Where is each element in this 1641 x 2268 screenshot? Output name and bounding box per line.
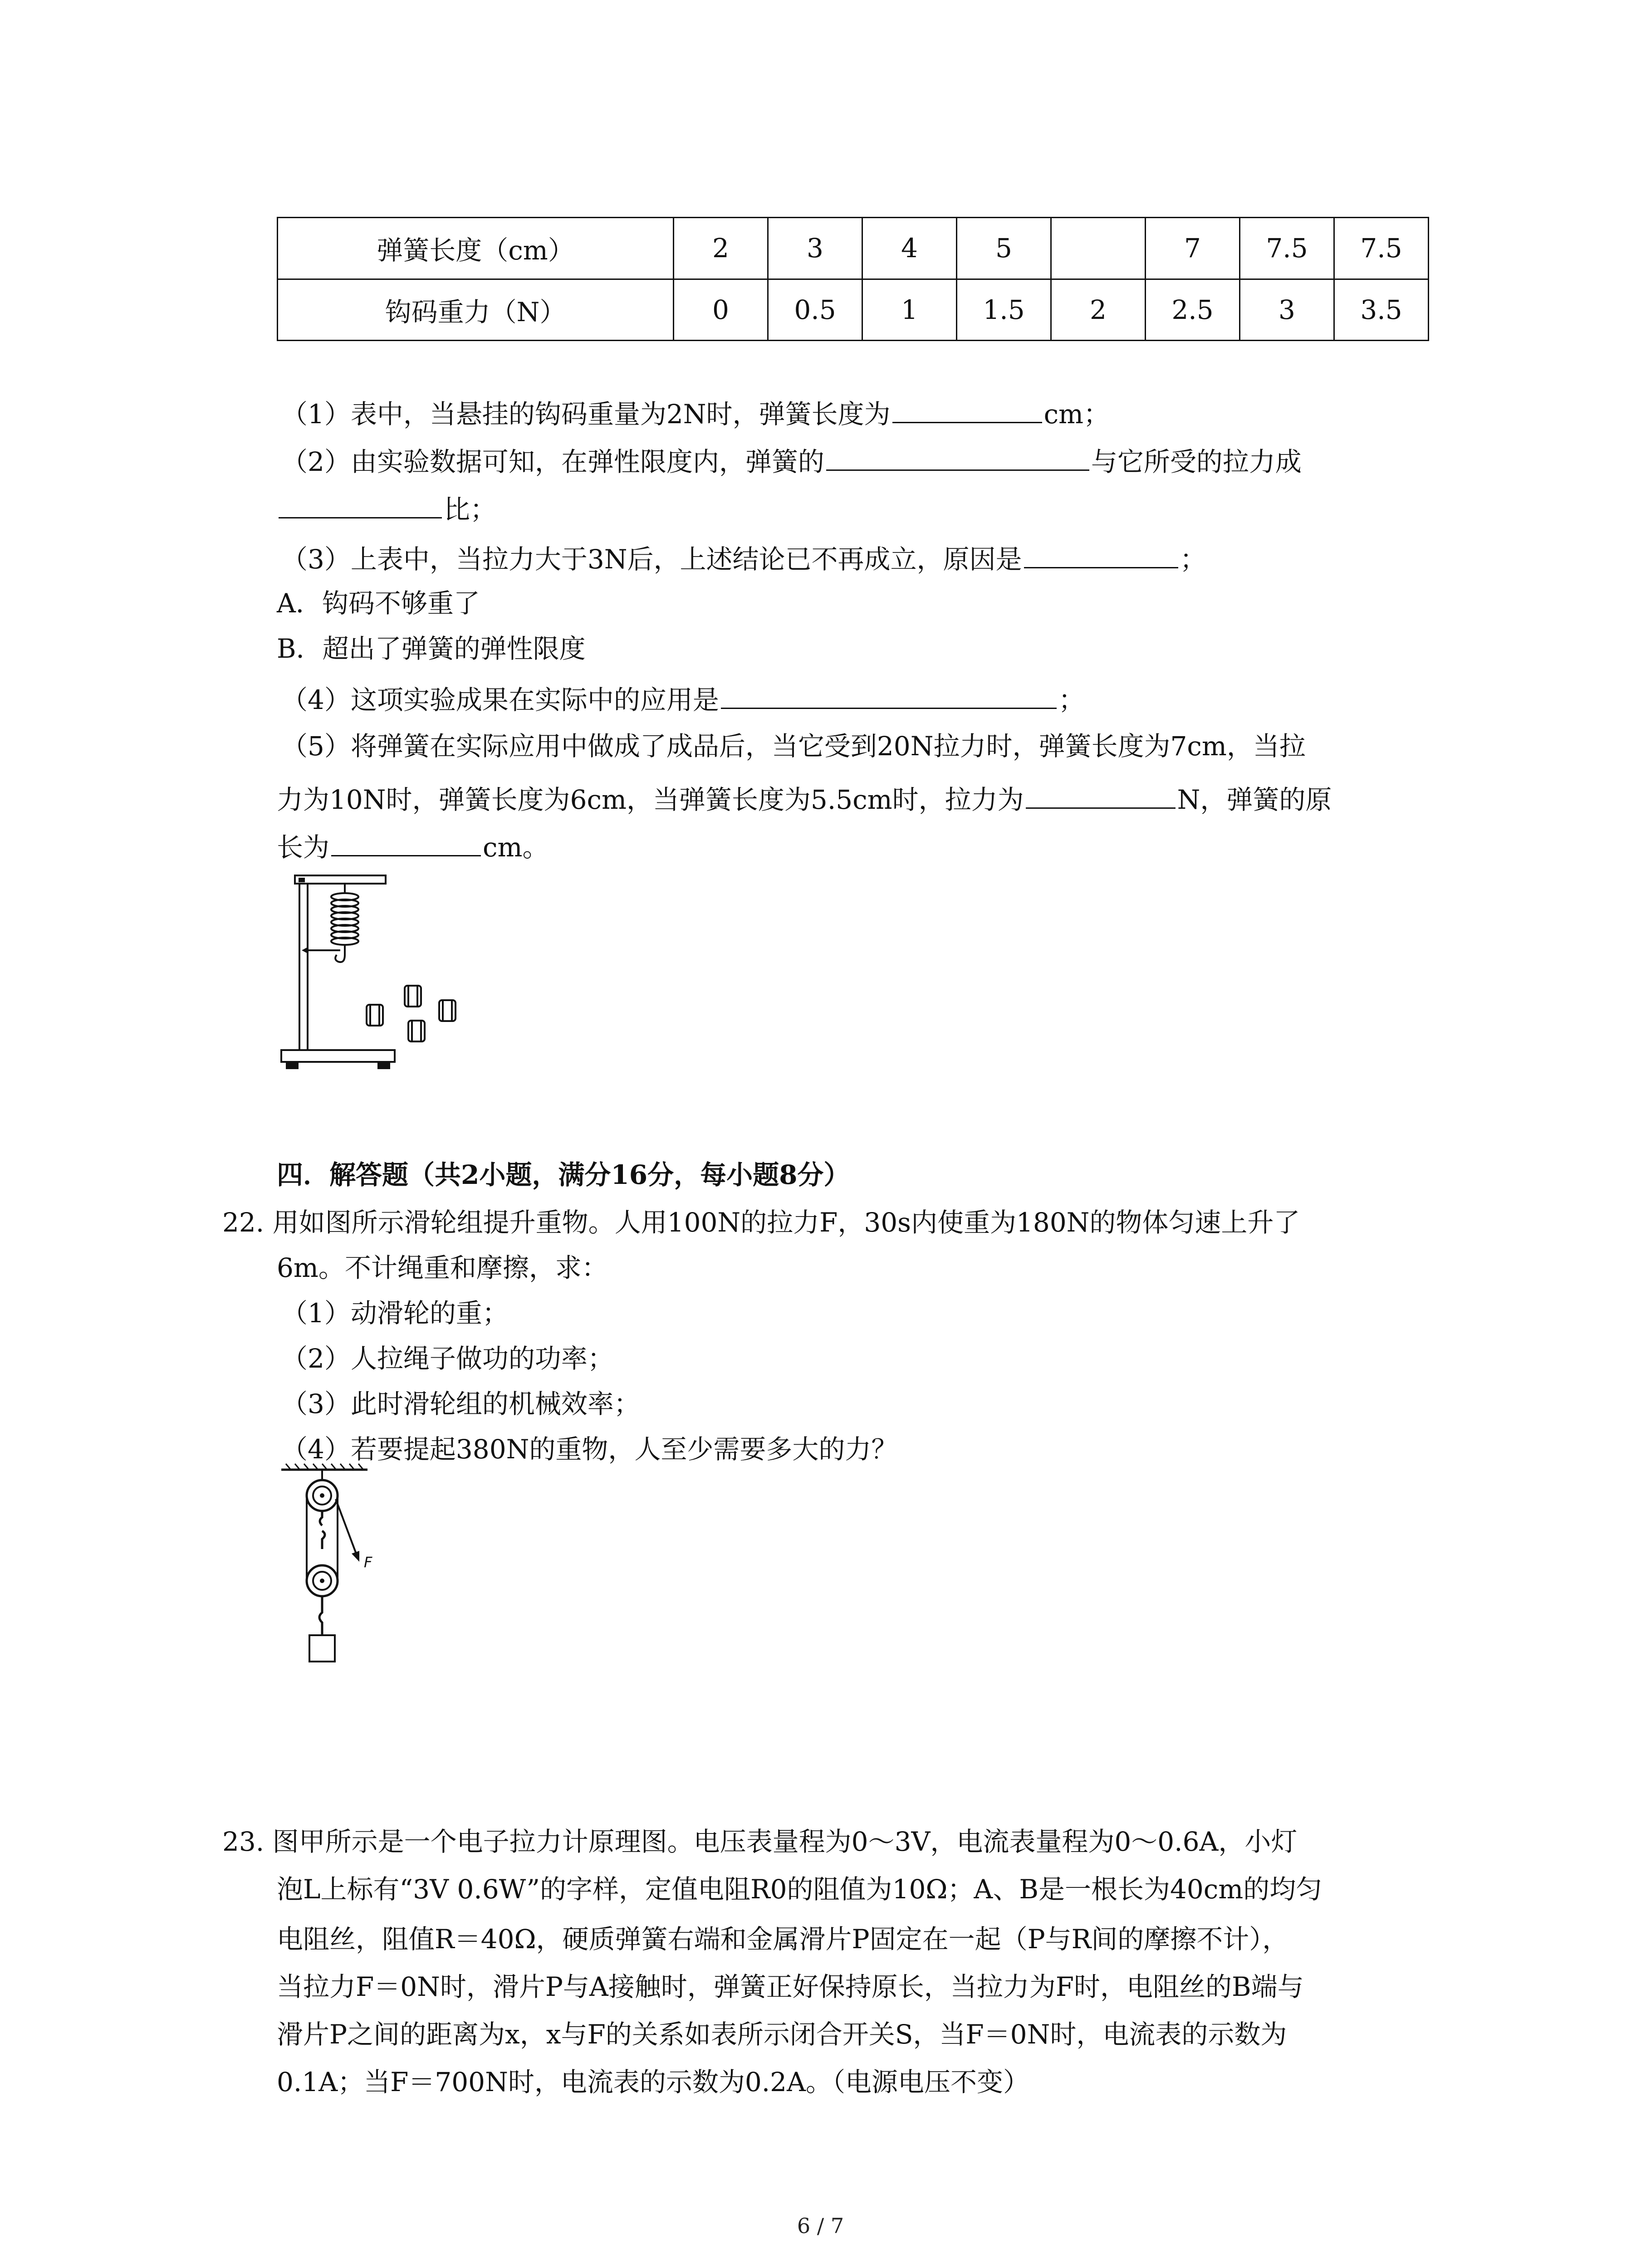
table-cell: 4 <box>862 218 957 279</box>
q21-part5-line2 <box>277 780 1332 818</box>
force-label: F <box>364 1554 372 1571</box>
q21-part1-unit: cm； <box>1043 399 1110 430</box>
table-cell <box>1051 218 1146 279</box>
table-cell: 3 <box>1240 279 1334 341</box>
spring-data-table <box>277 217 1429 341</box>
table-cell: 1 <box>862 279 957 341</box>
q21-part2 <box>281 442 1302 480</box>
table-cell: 3.5 <box>1334 279 1429 341</box>
table-row <box>278 279 1429 341</box>
table-cell: 7 <box>1146 218 1240 279</box>
answer-blank[interactable] <box>826 442 1089 471</box>
q22-sub3: （3）此时滑轮组的机械效率； <box>281 1388 640 1419</box>
q21-part4-text: （4）这项实验成果在实际中的应用是 <box>281 684 719 715</box>
q23-line6: 0.1A；当F＝700N时，电流表的示数为0.2A。（电源电压不变） <box>277 2067 1029 2097</box>
q21-part5-text-b: N，弹簧的原 <box>1177 784 1332 815</box>
q21-part3 <box>281 540 1206 577</box>
q21-option-a: A．钩码不够重了 <box>277 588 480 619</box>
table-cell: 2 <box>1051 279 1146 341</box>
q21-part1-text: （1）表中，当悬挂的钩码重量为2N时，弹簧长度为 <box>281 399 891 430</box>
table-cell: 0.5 <box>768 279 862 341</box>
answer-blank[interactable] <box>1024 540 1178 568</box>
q21-part1 <box>281 395 1110 432</box>
table-cell: 2 <box>674 218 768 279</box>
table-cell: 5 <box>957 218 1051 279</box>
q21-part2-text-c: 比； <box>444 494 497 525</box>
table-cell: 0 <box>674 279 768 341</box>
q22-sub1: （1）动滑轮的重； <box>281 1298 509 1329</box>
table-cell: 3 <box>768 218 862 279</box>
q21-option-b: B．超出了弹簧的弹性限度 <box>277 633 586 664</box>
q21-part2-text-b: 与它所受的拉力成 <box>1091 446 1302 477</box>
q22-line1: 22. 用如图所示滑轮组提升重物。人用100N的拉力F，30s内使重为180N的物体匀速上升了 <box>222 1207 1300 1238</box>
table-cell: 7.5 <box>1240 218 1334 279</box>
page-number: 6 / 7 <box>797 2214 844 2238</box>
row-header-weight: 钩码重力（N） <box>278 279 674 341</box>
q23-line1: 23. 图甲所示是一个电子拉力计原理图。电压表量程为0～3V，电流表量程为0～0.6A，小灯 <box>222 1826 1298 1857</box>
q21-part4 <box>281 680 1085 718</box>
q23-line3: 电阻丝，阻值R＝40Ω，硬质弹簧右端和金属滑片P固定在一起（P与R间的摩擦不计）， <box>277 1924 1289 1955</box>
table-cell: 2.5 <box>1146 279 1240 341</box>
q21-part3-end: ； <box>1180 544 1206 575</box>
q22-sub2: （2）人拉绳子做功的功率； <box>281 1343 614 1374</box>
q21-part5-text: 力为10N时，弹簧长度为6cm，当弹簧长度为5.5cm时，拉力为 <box>277 784 1024 815</box>
answer-blank[interactable] <box>721 680 1057 709</box>
answer-blank[interactable] <box>892 395 1042 423</box>
q21-part2-text: （2）由实验数据可知，在弹性限度内，弹簧的 <box>281 446 824 477</box>
q21-part5-unit: cm。 <box>483 832 549 863</box>
answer-blank[interactable] <box>1026 780 1176 809</box>
q22-line2: 6m。不计绳重和摩擦，求： <box>277 1252 608 1283</box>
answer-blank[interactable] <box>279 490 442 518</box>
q22-sub4: （4）若要提起380N的重物，人至少需要多大的力？ <box>281 1434 898 1465</box>
table-cell: 7.5 <box>1334 218 1429 279</box>
row-header-length: 弹簧长度（cm） <box>278 218 674 279</box>
q21-part5-line3 <box>277 828 549 865</box>
section-title: 四．解答题（共2小题，满分16分，每小题8分） <box>277 1159 850 1190</box>
q21-part5-line1: （5）将弹簧在实际应用中做成了成品后，当它受到20N拉力时，弹簧长度为7cm，当拉 <box>281 731 1306 762</box>
table-row <box>278 218 1429 279</box>
pulley-figure <box>277 1463 395 1685</box>
table-cell: 1.5 <box>957 279 1051 341</box>
q21-part2-cont <box>277 490 496 528</box>
spring-stand-figure <box>277 869 467 1077</box>
q21-part4-end: ； <box>1058 684 1085 715</box>
q23-line4: 当拉力F＝0N时，滑片P与A接触时，弹簧正好保持原长，当拉力为F时，电阻丝的B端与 <box>277 1971 1304 2002</box>
q21-part3-text: （3）上表中，当拉力大于3N后，上述结论已不再成立，原因是 <box>281 544 1022 575</box>
q23-line2: 泡L上标有“3V 0.6W”的字样，定值电阻R0的阻值为10Ω；A、B是一根长为40cm的均匀 <box>277 1874 1323 1905</box>
q21-part5-text-c: 长为 <box>277 832 330 863</box>
q23-line5: 滑片P之间的距离为x，x与F的关系如表所示闭合开关S，当F＝0N时，电流表的示数为 <box>277 2019 1287 2050</box>
answer-blank[interactable] <box>331 828 481 856</box>
